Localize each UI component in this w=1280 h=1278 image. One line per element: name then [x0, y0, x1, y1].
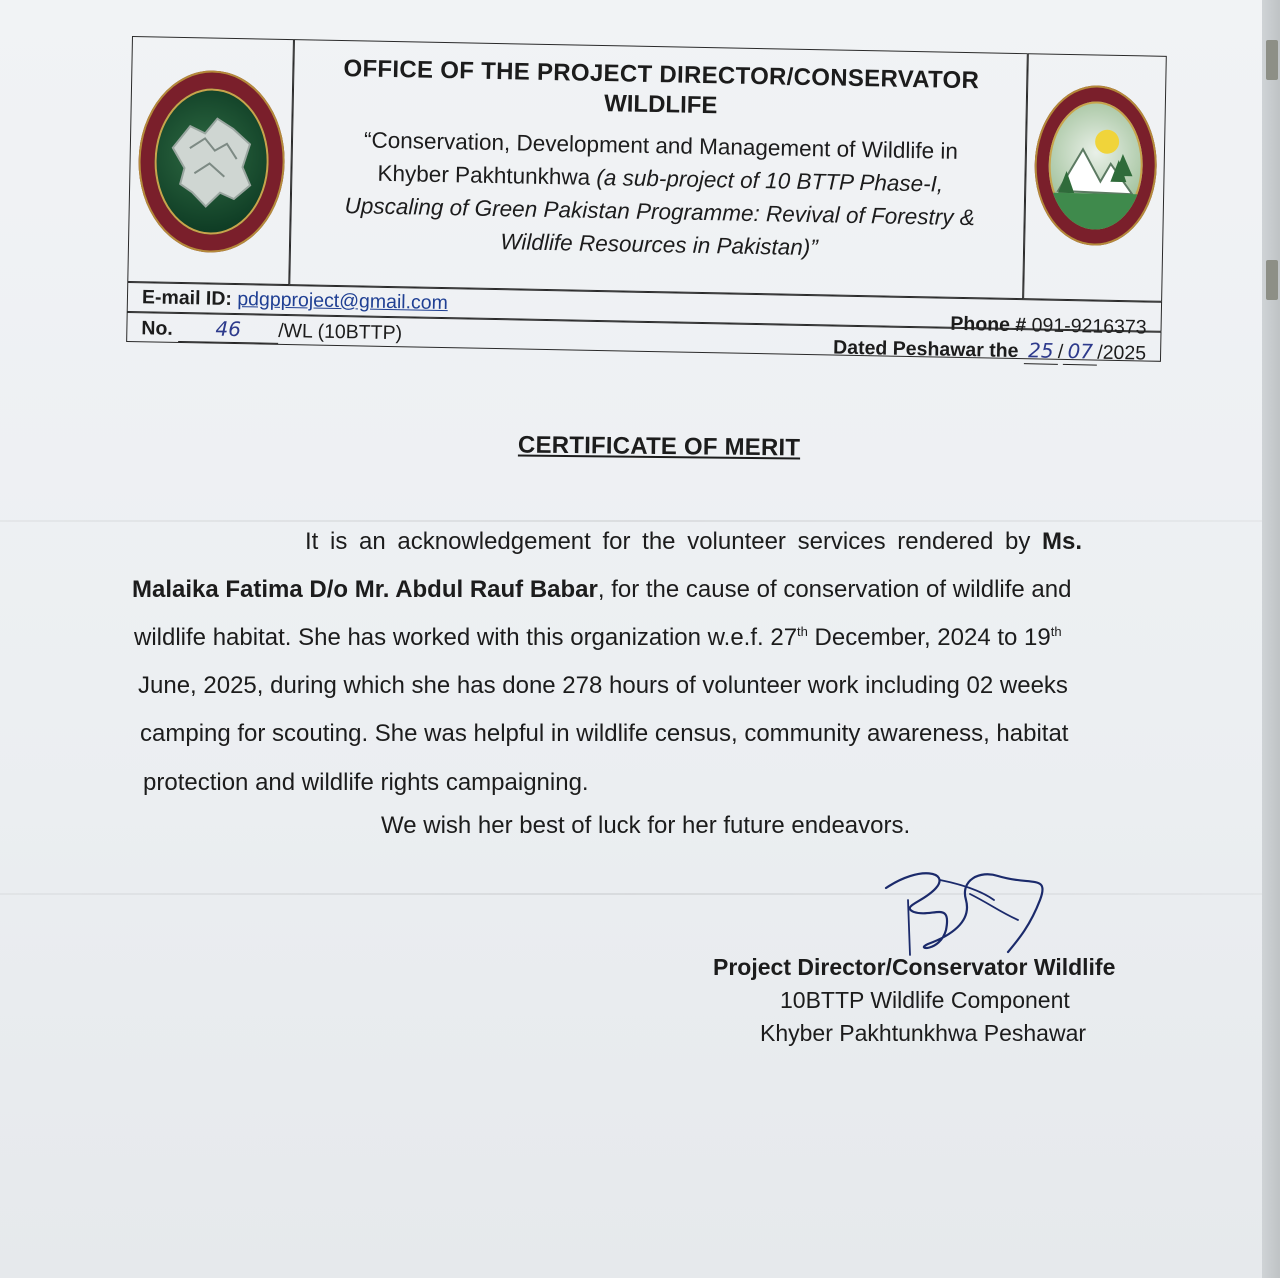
paper-fold	[0, 520, 1262, 522]
year-text: /2025	[1097, 341, 1147, 365]
mountain-tree-sun-icon	[1047, 101, 1143, 231]
project-line-3-text: Upscaling of Green Pakistan Programme: Revival of Forestry &	[344, 193, 976, 231]
project-line-2-normal: Khyber Pakhtunkhwa	[377, 160, 597, 190]
left-logo-cell	[127, 36, 294, 285]
body-line-3-a: wildlife habitat. She has worked with this organization w.e.f. 27	[134, 624, 798, 651]
project-line-2-italic: (a sub-project of 10 BTTP Phase-I,	[596, 164, 944, 197]
handwritten-day: 25	[1027, 338, 1054, 363]
handwritten-month: 07	[1067, 339, 1094, 364]
body-line-1-text: It is an acknowledgement for the volunteer services rendered by	[305, 528, 1043, 555]
phone-number: 091-9216373	[1031, 314, 1147, 339]
certificate-title: CERTIFICATE OF MERIT	[517, 431, 801, 462]
day-blank	[1024, 338, 1058, 365]
desk-object	[1266, 260, 1278, 300]
handwritten-signature	[880, 860, 1060, 960]
project-line-1: “Conservation, Development and Management of Wildlife in	[363, 127, 959, 164]
body-line-5: camping for scouting. She was helpful in wildlife census, community awareness, habitat	[140, 720, 1069, 747]
body-line-1-bold: Ms.	[1042, 528, 1083, 555]
body-line-2	[132, 576, 1071, 604]
wildlife-department-seal-right	[1033, 84, 1158, 246]
number-label: No.	[141, 317, 174, 340]
dated-container: Dated Peshawar the 25 / 07 /2025	[832, 336, 1147, 365]
volunteer-name: Malaika Fatima D/o Mr. Abdul Rauf Babar	[132, 576, 598, 603]
project-line-4-text: Wildlife Resources in Pakistan)”	[500, 229, 819, 261]
letterhead	[126, 36, 1167, 388]
paper-fold	[0, 893, 1262, 895]
dated-label: Dated Peshawar the	[832, 336, 1019, 363]
desk-object	[1266, 40, 1278, 80]
desk-edge	[1262, 0, 1280, 1278]
handwritten-number: 46	[215, 316, 242, 342]
signatory-line-3: Khyber Pakhtunkhwa Peshawar	[760, 1020, 1087, 1046]
number-suffix: /WL (10BTTP)	[277, 319, 403, 345]
email-link[interactable]: pdgpproject@gmail.com	[237, 288, 449, 315]
email-container	[142, 286, 448, 315]
body-line-4: June, 2025, during which she has done 278 hours of volunteer work including 02 weeks	[138, 672, 1068, 699]
ordinal-sup-1: th	[797, 624, 808, 639]
office-title-wildlife: WILDLIFE	[603, 90, 718, 120]
signatory-title: Project Director/Conservator Wildlife	[713, 954, 1116, 980]
body-line-1	[305, 528, 1082, 556]
month-blank	[1063, 339, 1097, 366]
office-title: OFFICE OF THE PROJECT DIRECTOR/CONSERVATOR	[343, 55, 980, 95]
reference-number	[141, 315, 402, 346]
body-line-3	[134, 624, 1062, 652]
email-label: E-mail ID:	[141, 286, 233, 310]
signatory-line-2: 10BTTP Wildlife Component	[780, 987, 1070, 1013]
closing-line: We wish her best of luck for her future endeavors.	[381, 812, 911, 839]
project-description	[309, 122, 1011, 267]
letterhead-title-cell	[289, 39, 1028, 299]
body-line-3-b: December, 2024 to 19	[807, 624, 1051, 651]
ordinal-sup-2: th	[1050, 624, 1062, 639]
body-line-6: protection and wildlife rights campaigning.	[143, 769, 589, 796]
mountain-map-icon	[153, 87, 270, 235]
phone-label: Phone #	[950, 312, 1027, 337]
number-blank	[178, 316, 278, 344]
right-logo-cell	[1023, 53, 1167, 302]
wildlife-department-seal-left	[137, 69, 286, 254]
body-line-2-text: , for the cause of conservation of wildlife and	[597, 576, 1072, 603]
